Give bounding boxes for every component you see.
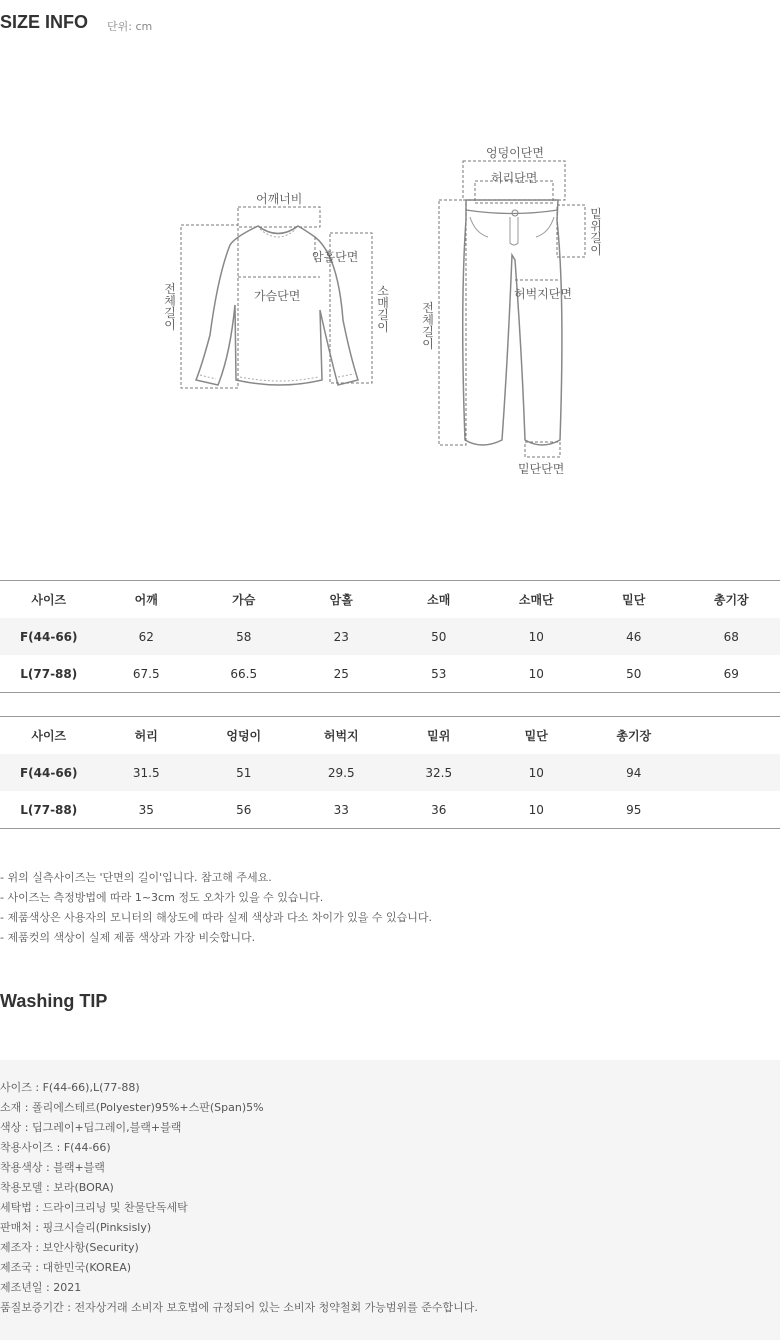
info-line: 제조국 : 대한민국(KOREA) [0,1261,132,1274]
info-line: 세탁법 : 드라이크리닝 및 찬물단독세탁 [0,1201,188,1214]
table-row [0,791,780,829]
cell: 31.5 [98,754,196,791]
cell: F(44-66) [0,618,98,655]
table-header-row [0,581,780,619]
cell: 46 [585,618,683,655]
info-line: 착용모델 : 보라(BORA) [0,1181,114,1194]
info-line: 소재 : 폴리에스테르(Polyester)95%+스판(Span)5% [0,1101,264,1114]
label-waist: 허리단면 [491,171,538,185]
cell: 32.5 [390,754,488,791]
label-bottom-total-length: 전체길이 [422,301,434,351]
header-sleeve-hem: 소매단 [488,581,586,619]
cell: 33 [333,802,349,817]
header-sleeve: 소매 [390,581,488,619]
info-line: 착용색상 : 블랙+블랙 [0,1161,105,1174]
header-total-length: 총기장 [683,581,780,619]
cell: 67.5 [132,666,160,681]
header-hip: 엉덩이 [195,717,293,755]
header-rise: 밑위 [390,717,488,755]
info-line: 착용사이즈 : F(44-66) [0,1141,111,1154]
label-shoulder: 어깨너비 [256,192,303,206]
header-total-length: 총기장 [585,717,683,755]
cell: 25 [333,666,349,681]
product-info-list [0,1078,478,1318]
note-line: - 제품컷의 색상이 실제 제품 색상과 가장 비슷합니다. [0,931,256,944]
top-size-table [0,580,780,693]
label-thigh: 허벅지단면 [514,287,572,301]
table-row [0,655,780,693]
label-top-total-length: 전체길이 [164,282,176,332]
cell: 36 [431,802,447,817]
cell: 68 [683,618,780,655]
cell [683,754,780,791]
info-line: 제조자 : 보안사항(Security) [0,1241,139,1254]
cell: 23 [293,618,391,655]
bottom-garment-diagram [430,155,600,460]
cell: 10 [488,618,586,655]
header-chest: 가슴 [195,581,293,619]
header-waist: 허리 [98,717,196,755]
cell: L(77-88) [20,666,78,681]
label-hem: 밑단단면 [518,462,565,476]
unit-label: 단위: cm [107,20,153,33]
header-size: 사이즈 [0,717,98,755]
header-armhole: 암홀 [293,581,391,619]
washing-tip-title: Washing TIP [0,991,108,1011]
info-line: 판매처 : 핑크시슬리(Pinksisly) [0,1221,152,1234]
cell: 29.5 [293,754,391,791]
cell: 10 [528,802,544,817]
cell [683,791,780,829]
label-sleeve: 소매길이 [377,284,389,334]
cell: 95 [626,802,642,817]
header-thigh: 허벅지 [293,717,391,755]
cell: 10 [488,754,586,791]
note-line: - 사이즈는 측정방법에 따라 1~3cm 정도 오차가 있을 수 있습니다. [0,891,324,904]
note-line: - 위의 실측사이즈는 '단면의 길이'입니다. 참고해 주세요. [0,871,272,884]
header-hem: 밑단 [488,717,586,755]
cell: 94 [585,754,683,791]
cell: 69 [723,666,739,681]
size-notes [0,868,432,948]
label-armhole: 암홀단면 [312,250,359,264]
table-row [0,754,780,791]
table-header-row [0,717,780,755]
header-empty [683,717,780,755]
cell: F(44-66) [0,754,98,791]
cell: 53 [431,666,447,681]
cell: 50 [390,618,488,655]
table-row [0,618,780,655]
info-line: 색상 : 딥그레이+딥그레이,블랙+블랙 [0,1121,182,1134]
cell: 58 [195,618,293,655]
label-chest: 가슴단면 [254,289,301,303]
cell: 66.5 [230,666,258,681]
bottom-size-table [0,716,780,829]
cell: 62 [98,618,196,655]
info-line: 품질보증기간 : 전자상거래 소비자 보호법에 규정되어 있는 소비자 청약철회 가능범위를 준수합니다. [0,1301,478,1314]
cell: 51 [195,754,293,791]
cell: 35 [138,802,154,817]
cell: L(77-88) [20,802,78,817]
header-hem: 밑단 [585,581,683,619]
note-line: - 제품색상은 사용자의 모니터의 해상도에 따라 실제 색상과 다소 차이가 있을 수 있습니다. [0,911,432,924]
cell: 10 [528,666,544,681]
info-line: 제조년일 : 2021 [0,1281,82,1294]
label-hip: 엉덩이단면 [486,146,544,160]
size-info-title: SIZE INFO [0,12,89,32]
header-shoulder: 어깨 [98,581,196,619]
cell: 56 [236,802,252,817]
cell: 50 [626,666,642,681]
label-rise: 밑위길이 [590,207,602,257]
header-size: 사이즈 [0,581,98,619]
info-line: 사이즈 : F(44-66),L(77-88) [0,1081,140,1094]
